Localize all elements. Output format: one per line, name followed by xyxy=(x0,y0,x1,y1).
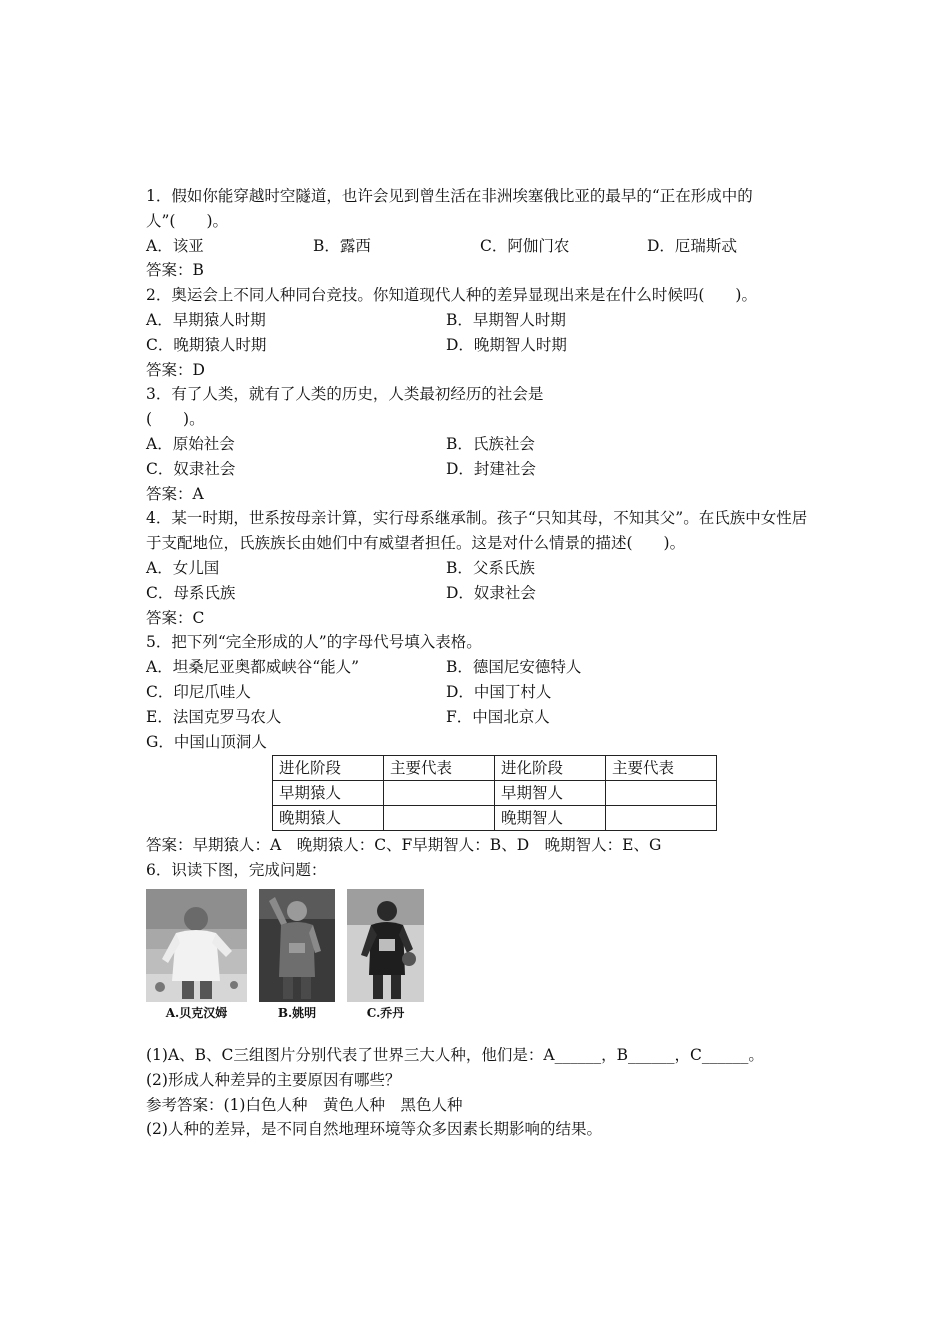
table-row xyxy=(273,781,717,806)
q3-options-row1 xyxy=(146,432,816,457)
photo-c-caption: C.乔丹 xyxy=(366,1005,405,1020)
q6-reference-answer xyxy=(146,1093,816,1118)
q5-option-e: E．法国克罗马农人 xyxy=(146,707,282,726)
table-header-cell: 主要代表 xyxy=(384,756,495,781)
photo-b xyxy=(259,889,335,1043)
table-cell: 早期智人 xyxy=(495,781,606,806)
evolution-table xyxy=(272,755,717,831)
q2-answer: 答案：D xyxy=(146,360,205,379)
photo-b-image xyxy=(259,889,335,1002)
q2-option-c: C．晚期猿人时期 xyxy=(146,335,267,354)
table-cell-blank xyxy=(384,781,495,806)
q3-stem: 3．有了人类，就有了人类的历史，人类最初经历的社会是 xyxy=(146,385,544,404)
photo-a-caption: A.贝克汉姆 xyxy=(165,1005,228,1020)
q3-option-d: D．封建社会 xyxy=(446,459,536,478)
q1-options xyxy=(146,234,816,259)
q1-option-a: A．该亚 xyxy=(146,236,204,255)
q1-option-c: C．阿伽门农 xyxy=(480,236,570,255)
photo-b-caption: B.姚明 xyxy=(277,1005,317,1020)
q1-answer: 答案：B xyxy=(146,261,204,280)
reference-answer-label: 参考答案： xyxy=(146,1095,224,1114)
q2-options-row1 xyxy=(146,308,816,333)
q2-stem: 2．奥运会上不同人种同台竞技。你知道现代人种的差异显现出来是在什么时候吗( )。 xyxy=(146,286,757,305)
q4-answer: 答案：C xyxy=(146,608,205,627)
q4-options-row1 xyxy=(146,556,816,581)
q4-option-d: D．奴隶社会 xyxy=(446,583,536,602)
q1-option-b: B．露西 xyxy=(313,236,371,255)
q5-option-c: C．印尼爪哇人 xyxy=(146,682,251,701)
table-cell: 早期猿人 xyxy=(273,781,384,806)
table-cell-blank xyxy=(606,781,717,806)
photo-a-image xyxy=(146,889,247,1002)
table-header-cell: 进化阶段 xyxy=(273,756,384,781)
q5-option-a: A．坦桑尼亚奥都威峡谷“能人” xyxy=(146,658,360,677)
table-header-row xyxy=(273,756,717,781)
reference-answer-1: (1)白色人种 黄色人种 黑色人种 xyxy=(223,1095,463,1114)
q4-option-a: A．女儿国 xyxy=(146,558,220,577)
q5-option-f: F．中国北京人 xyxy=(446,707,550,726)
q6-sub1: (1)A、B、C三组图片分别代表了世界三大人种，他们是：A______，B______，C______。 xyxy=(146,1045,764,1064)
q2-options-row2 xyxy=(146,333,816,358)
photo-c-image xyxy=(347,889,424,1002)
q3-option-c: C．奴隶社会 xyxy=(146,459,236,478)
table-header-cell: 进化阶段 xyxy=(495,756,606,781)
q1-stem: 1．假如你能穿越时空隧道，也许会见到曾生活在非洲埃塞俄比亚的最早的“正在形成中的人”( )。 xyxy=(146,187,753,230)
q3-option-a: A．原始社会 xyxy=(146,434,235,453)
q5-stem: 5．把下列“完全形成的人”的字母代号填入表格。 xyxy=(146,633,482,652)
q3-option-b: B．氏族社会 xyxy=(446,434,535,453)
q5-answer: 答案：早期猿人：A 晚期猿人：C、F早期智人：B、D 晚期智人：E、G xyxy=(146,836,662,855)
q2-option-b: B．早期智人时期 xyxy=(446,310,566,329)
q6-sub2: (2)形成人种差异的主要原因有哪些？ xyxy=(146,1070,401,1089)
q1-option-d: D．厄瑞斯忒 xyxy=(647,236,737,255)
photo-a xyxy=(146,889,247,1043)
q5-options-row3 xyxy=(146,705,816,730)
table-header-cell: 主要代表 xyxy=(606,756,717,781)
table-cell-blank xyxy=(384,806,495,831)
photo-group xyxy=(146,889,816,1043)
q4-options-row2 xyxy=(146,581,816,606)
q4-option-c: C．母系氏族 xyxy=(146,583,236,602)
table-cell: 晚期智人 xyxy=(495,806,606,831)
q5-options-row2 xyxy=(146,680,816,705)
table-row xyxy=(273,806,717,831)
worksheet xyxy=(146,184,816,1142)
q2-option-d: D．晚期智人时期 xyxy=(446,335,567,354)
q5-option-g: G．中国山顶洞人 xyxy=(146,732,267,751)
table-cell: 晚期猿人 xyxy=(273,806,384,831)
q6-stem: 6．识读下图，完成问题： xyxy=(146,861,327,880)
table-cell-blank xyxy=(606,806,717,831)
q5-options-row1 xyxy=(146,655,816,680)
q5-option-d: D．中国丁村人 xyxy=(446,682,552,701)
reference-answer-2: (2)人种的差异，是不同自然地理环境等众多因素长期影响的结果。 xyxy=(146,1120,602,1139)
q4-option-b: B．父系氏族 xyxy=(446,558,535,577)
q3-stem-blank: ( )。 xyxy=(146,410,205,429)
q3-answer: 答案：A xyxy=(146,484,204,503)
q2-option-a: A．早期猿人时期 xyxy=(146,310,266,329)
q3-options-row2 xyxy=(146,457,816,482)
q4-stem: 4．某一时期，世系按母亲计算，实行母系继承制。孩子“只知其母，不知其父”。在氏族中女性居于支配地位，氏族族长由她们中有威望者担任。这是对什么情景的描述( )。 xyxy=(146,509,808,553)
q5-option-b: B．德国尼安德特人 xyxy=(446,658,582,677)
photo-c xyxy=(347,889,424,1043)
